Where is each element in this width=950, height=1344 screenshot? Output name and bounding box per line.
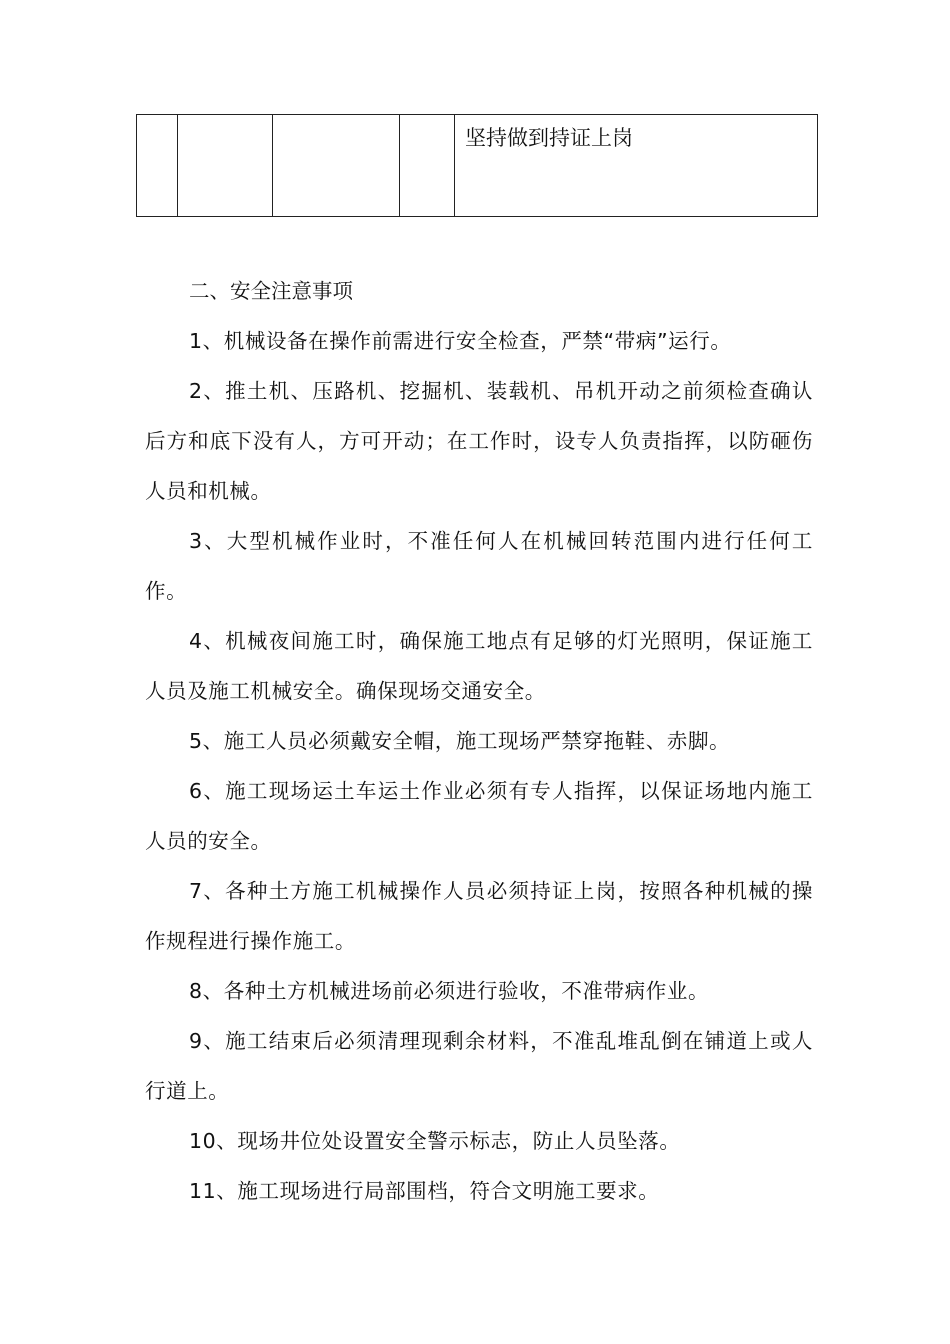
- safety-section: [145, 266, 813, 1216]
- table-cell: [137, 115, 178, 217]
- list-item: 7、各种土方施工机械操作人员必须持证上岗，按照各种机械的操作规程进行操作施工。: [145, 879, 813, 953]
- table-cell-requirement: 坚持做到持证上岗: [455, 115, 818, 217]
- table-row: [137, 115, 818, 217]
- list-item: 1、机械设备在操作前需进行安全检查，严禁“带病”运行。: [189, 329, 732, 353]
- table-cell: [400, 115, 455, 217]
- section-heading: 二、安全注意事项: [189, 279, 353, 303]
- table-cell: [178, 115, 273, 217]
- list-item: 9、施工结束后必须清理现剩余材料，不准乱堆乱倒在铺道上或人行道上。: [145, 1029, 813, 1103]
- list-item: 2、推土机、压路机、挖掘机、装载机、吊机开动之前须检查确认后方和底下没有人，方可开动；在工作时，设专人负责指挥，以防砸伤人员和机械。: [145, 379, 813, 503]
- list-item: 6、施工现场运土车运土作业必须有专人指挥，以保证场地内施工人员的安全。: [145, 779, 813, 853]
- continued-table: [136, 114, 818, 217]
- list-item: 3、大型机械作业时，不准任何人在机械回转范围内进行任何工作。: [145, 529, 813, 603]
- list-item: 10、现场井位处设置安全警示标志，防止人员坠落。: [189, 1129, 681, 1153]
- list-item: 11、施工现场进行局部围档，符合文明施工要求。: [189, 1179, 660, 1203]
- list-item: 8、各种土方机械进场前必须进行验收，不准带病作业。: [189, 979, 710, 1003]
- list-item: 4、机械夜间施工时，确保施工地点有足够的灯光照明，保证施工人员及施工机械安全。确保现场交通安全。: [145, 629, 813, 703]
- table-cell: [273, 115, 400, 217]
- list-item: 5、施工人员必须戴安全帽，施工现场严禁穿拖鞋、赤脚。: [189, 729, 731, 753]
